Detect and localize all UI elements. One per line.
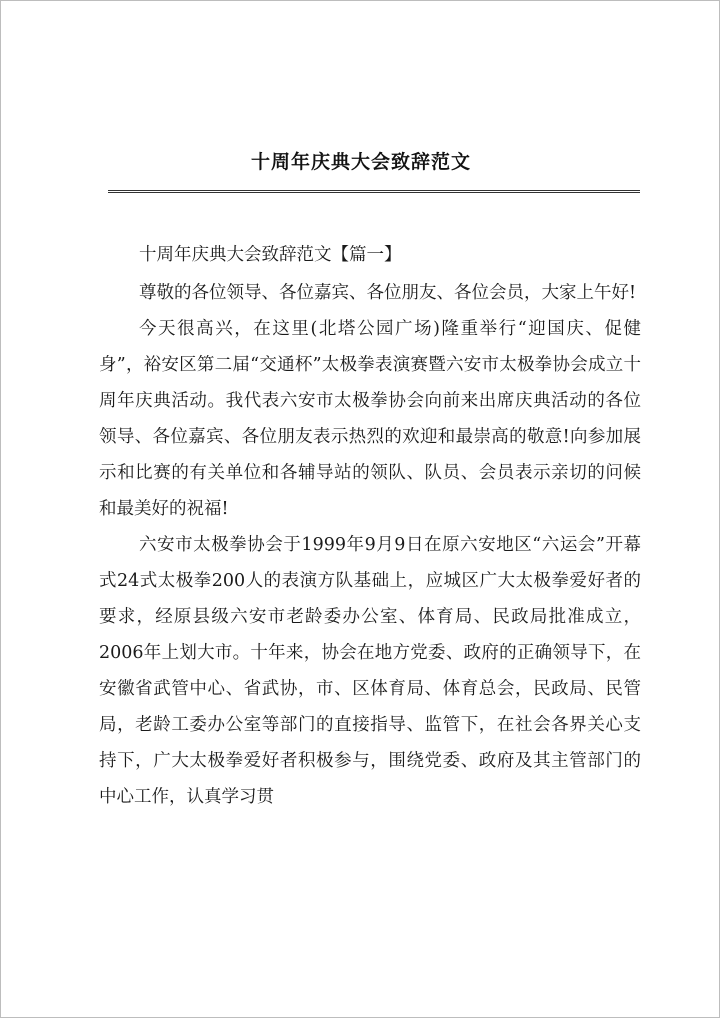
title-divider	[108, 190, 640, 193]
paragraph-greeting: 尊敬的各位领导、各位嘉宾、各位朋友、各位会员，大家上午好!	[139, 283, 637, 303]
paragraph-welcome: 今天很高兴，在这里(北塔公园广场)隆重举行“迎国庆、促健身”，裕安区第二届“交通杯”太极拳表演赛暨六安市太极拳协会成立十周年庆典活动。我代表六安市太极拳协会向前来出席庆典活动的各位领导、各位嘉宾、各位朋友表示热烈的欢迎和最崇高的敬意!向参加展示和比赛的有关单位和各辅导站的领队、队员、会员表示亲切的问候和最美好的祝福!	[99, 319, 641, 519]
document-title: 十周年庆典大会致辞范文	[250, 151, 471, 173]
document-body	[99, 235, 641, 815]
paragraph-history: 六安市太极拳协会于1999年9月9日在原六安地区“六运会”开幕式24式太极拳200人的表演方队基础上，应城区广大太极拳爱好者的要求，经原县级六安市老龄委办公室、体育局、民政局批准成立，2006年上划大市。十年来，协会在地方党委、政府的正确领导下，在安徽省武管中心、省武协，市、区体育局、体育总会，民政局、民管局，老龄工委办公室等部门的直接指导、监管下，在社会各界关心支持下，广大太极拳爱好者积极参与，围绕党委、政府及其主管部门的中心工作，认真学习贯	[99, 535, 641, 807]
section-heading: 十周年庆典大会致辞范文【篇一】	[139, 245, 402, 265]
